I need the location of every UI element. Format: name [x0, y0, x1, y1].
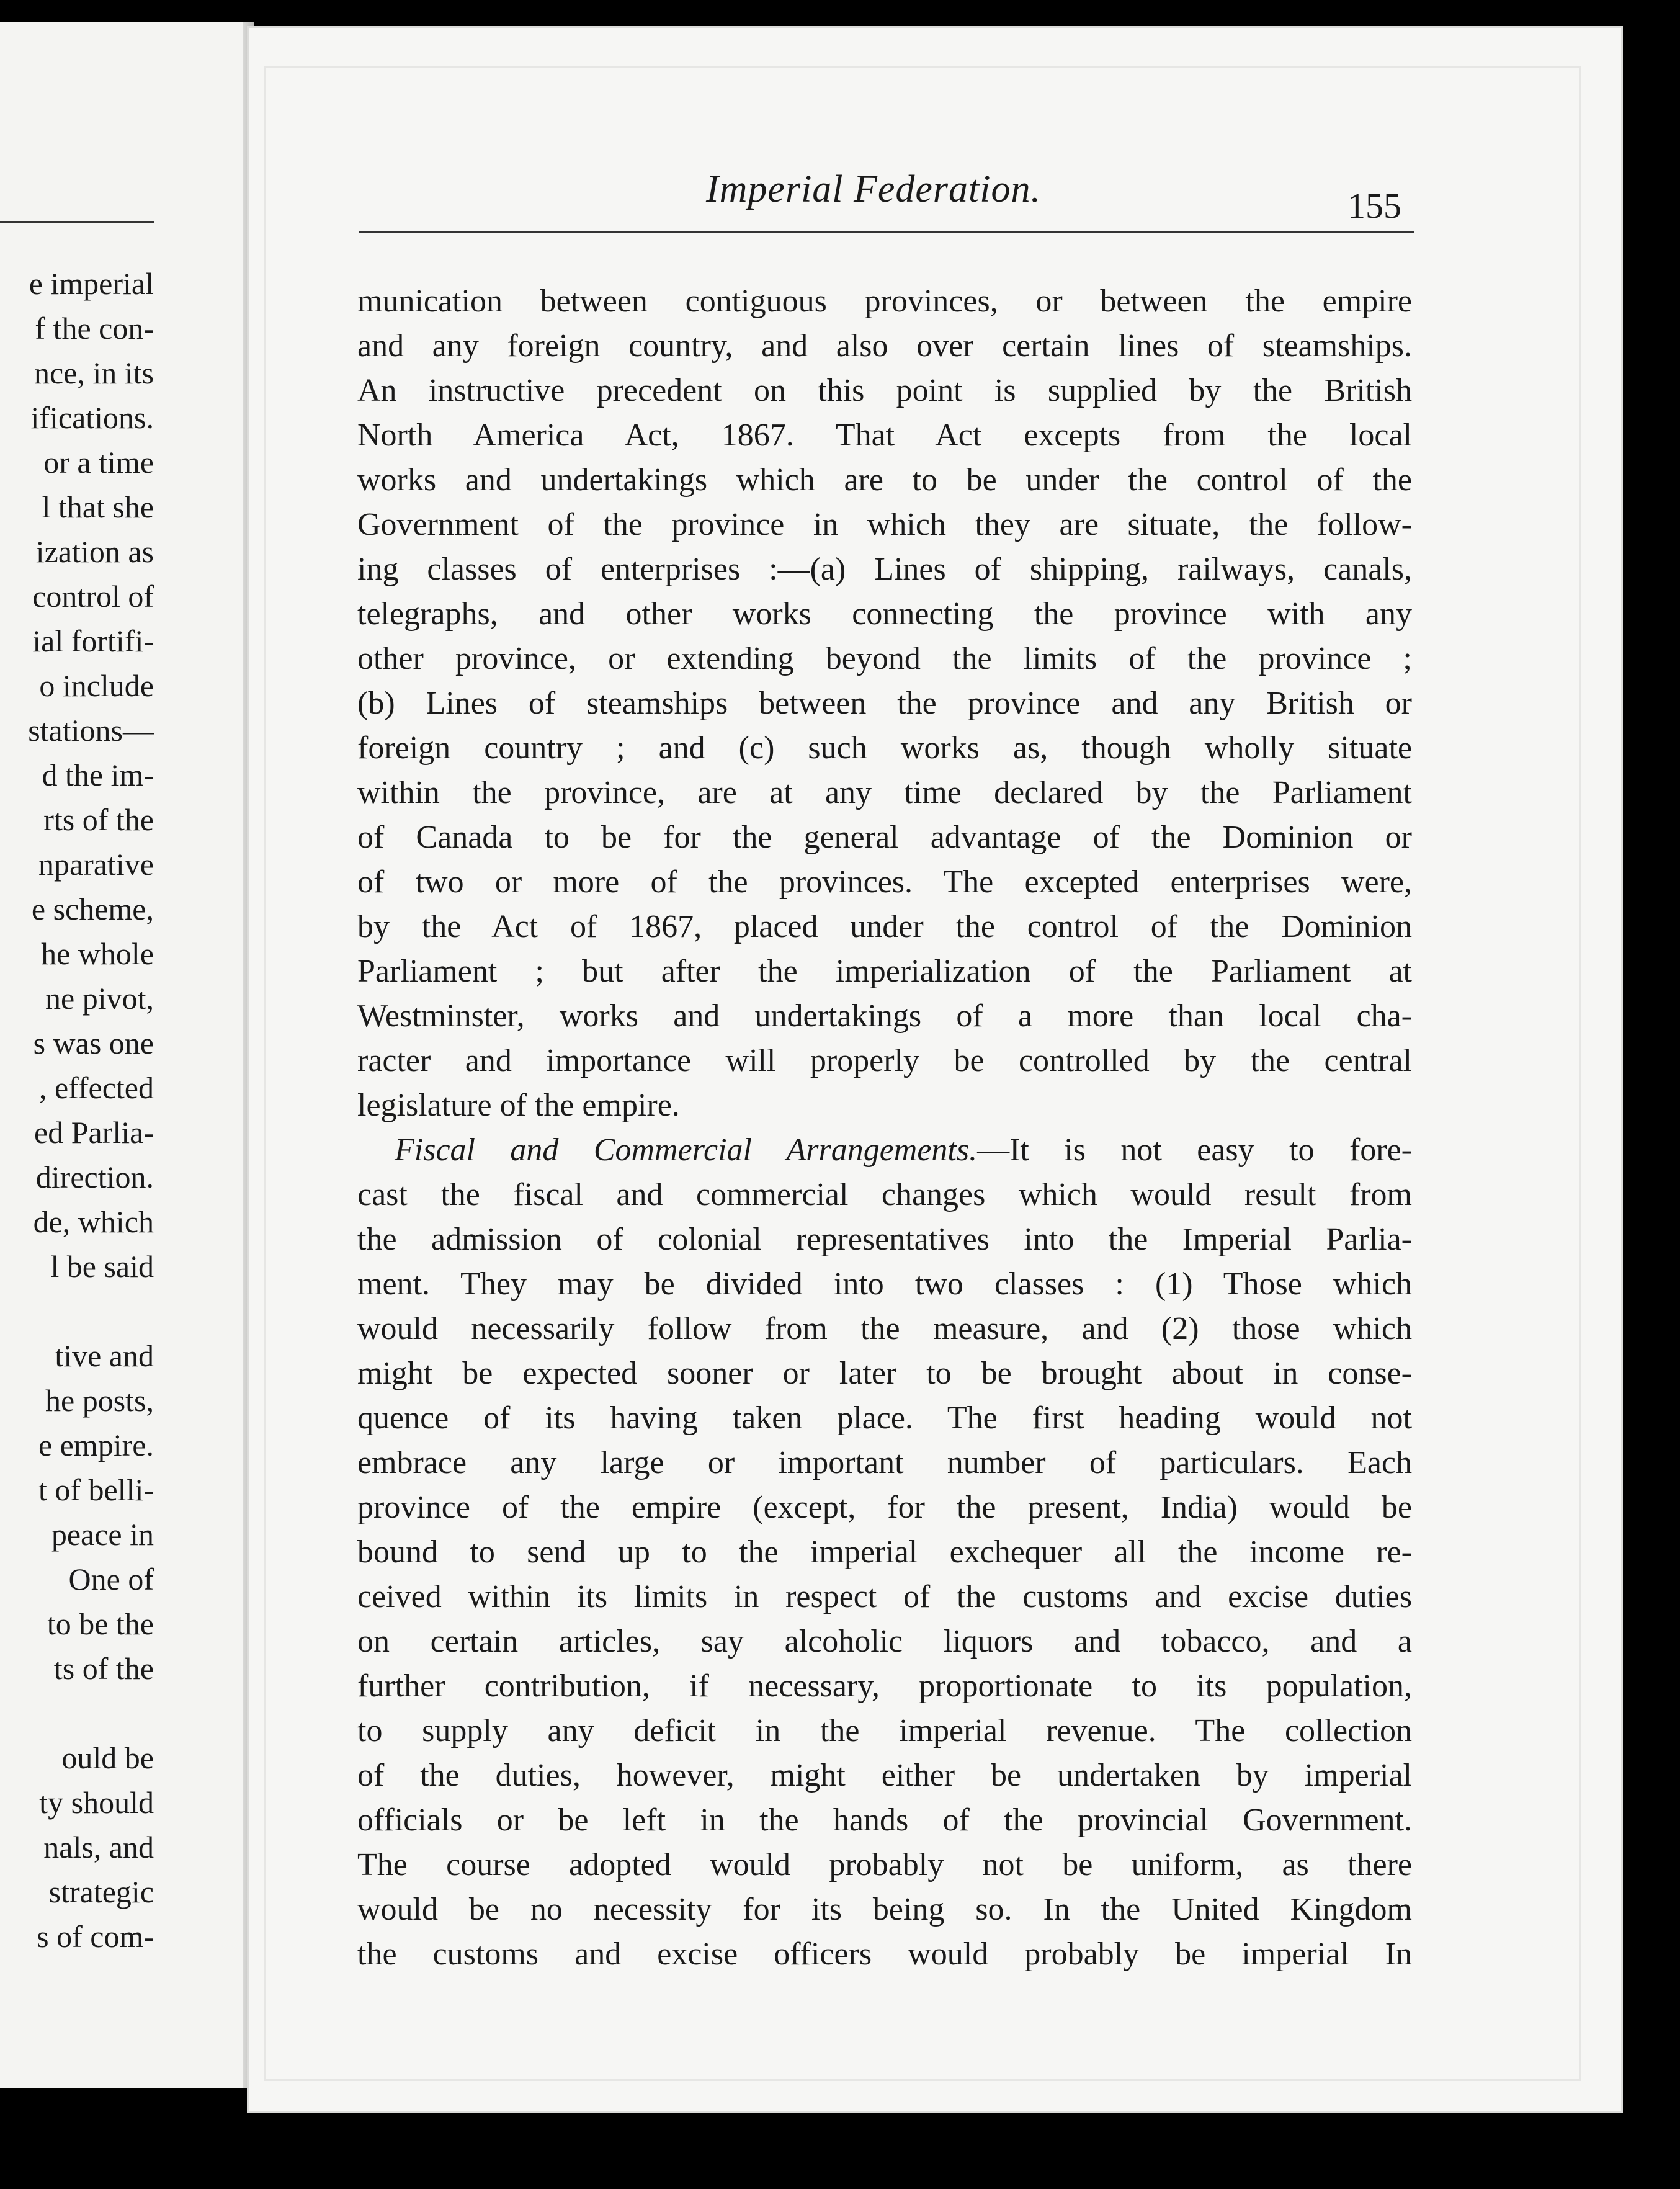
previous-page-line: ty should	[39, 1785, 154, 1820]
previous-page-line: l be said	[50, 1249, 154, 1284]
previous-page-line: he whole	[41, 936, 154, 971]
previous-page-line: peace in	[51, 1517, 154, 1552]
previous-page-line: de, which	[33, 1204, 154, 1239]
paragraph-2	[357, 1173, 1412, 1977]
previous-page-line	[0, 1289, 154, 1333]
text-line: The course adopted would probably not be uniform, as there	[357, 1847, 1412, 1882]
page-number: 155	[1347, 186, 1401, 226]
text-line: Westminster, works and undertakings of a more than local cha-	[357, 998, 1412, 1034]
text-line: and any foreign country, and also over certain lines of steamships.	[357, 328, 1412, 364]
paragraph-1	[357, 279, 1412, 1128]
header-rule	[359, 231, 1414, 233]
text-line: ing classes of enterprises :—(a) Lines of shipping, railways, canals,	[357, 552, 1412, 587]
text-line: An instructive precedent on this point is supplied by the British	[357, 373, 1412, 408]
text-line: ment. They may be divided into two classes : (1) Those which	[357, 1266, 1412, 1302]
text-line: the customs and excise officers would probably be imperial In	[357, 1936, 1412, 1972]
text-line: (b) Lines of steamships between the province and any British or	[357, 686, 1412, 721]
previous-page-line: ould be	[61, 1740, 154, 1775]
text-line: ceived within its limits in respect of the customs and excise duties	[357, 1579, 1412, 1614]
previous-page-line: One of	[68, 1562, 154, 1596]
previous-page-line: ed Parlia-	[34, 1115, 154, 1150]
previous-page-line: nce, in its	[34, 356, 154, 390]
section-heading: Fiscal and Commercial Arrangements.	[395, 1132, 978, 1168]
previous-page-line: e imperial	[29, 266, 154, 301]
previous-page-line: ne pivot,	[45, 981, 154, 1016]
section-heading-continuation: —It is not easy to fore-	[977, 1132, 1412, 1168]
text-line: North America Act, 1867. That Act excepts from the local	[357, 418, 1412, 453]
text-line: of the duties, however, might either be undertaken by imperial	[357, 1758, 1412, 1793]
previous-page-line: he posts,	[45, 1383, 154, 1418]
text-line: within the province, are at any time declared by the Parliament	[357, 775, 1412, 810]
text-line: further contribution, if necessary, proportionate to its population,	[357, 1668, 1412, 1704]
previous-page-line: tive and	[55, 1338, 154, 1373]
previous-page-line: d the im-	[42, 758, 154, 792]
previous-page-line: t of belli-	[38, 1472, 154, 1507]
previous-page-line: nparative	[38, 847, 154, 882]
previous-page-line: s was one	[33, 1026, 154, 1060]
text-line: would be no necessity for its being so. In the United Kingdom	[357, 1892, 1412, 1927]
text-line: other province, or extending beyond the limits of the province ;	[357, 641, 1412, 676]
previous-page-line: s of com-	[37, 1919, 154, 1954]
running-header-title: Imperial Federation.	[706, 168, 1042, 210]
text-line: munication between contiguous provinces, or between the empire	[357, 284, 1412, 319]
text-line: the admission of colonial representatives into the Imperial Parlia-	[357, 1222, 1412, 1257]
previous-page-text	[0, 261, 154, 1959]
previous-page-line: direction.	[35, 1160, 154, 1194]
text-line: legislature of the empire.	[357, 1088, 680, 1123]
text-line: officials or be left in the hands of the provincial Government.	[357, 1802, 1412, 1838]
previous-page-line: f the con-	[35, 311, 154, 346]
book-page	[247, 26, 1623, 2113]
text-line: embrace any large or important number of particulars. Each	[357, 1445, 1412, 1480]
previous-page-header-rule	[0, 221, 154, 223]
previous-page-line: stations—	[28, 713, 154, 748]
text-line: would necessarily follow from the measure, and (2) those which	[357, 1311, 1412, 1346]
body-text	[357, 279, 1412, 1977]
previous-page-line: l that she	[42, 490, 154, 524]
previous-page-line	[0, 1691, 154, 1735]
previous-page-line: ial fortifi-	[32, 624, 154, 658]
previous-page-line: control of	[32, 579, 154, 614]
text-line: works and undertakings which are to be under the control of the	[357, 462, 1412, 498]
text-line: province of the empire (except, for the present, India) would be	[357, 1490, 1412, 1525]
text-line: telegraphs, and other works connecting the province with any	[357, 596, 1412, 632]
previous-page-line: ifications.	[30, 400, 154, 435]
previous-page-line: o include	[39, 668, 154, 703]
previous-page-line: strategic	[48, 1874, 154, 1909]
previous-page-line: nals, and	[43, 1830, 154, 1864]
previous-page-line: ts of the	[53, 1651, 154, 1686]
text-line: on certain articles, say alcoholic liquors and tobacco, and a	[357, 1624, 1412, 1659]
text-line: foreign country ; and (c) such works as, though wholly situate	[357, 730, 1412, 766]
text-line: quence of its having taken place. The first heading would not	[357, 1400, 1412, 1436]
text-line: might be expected sooner or later to be brought about in conse-	[357, 1356, 1412, 1391]
text-line: racter and importance will properly be controlled by the central	[357, 1043, 1412, 1078]
previous-page-line: e scheme,	[31, 892, 154, 926]
text-line: of Canada to be for the general advantage of the Dominion or	[357, 820, 1412, 855]
text-line: by the Act of 1867, placed under the control of the Dominion	[357, 909, 1412, 944]
section-heading-line	[357, 1128, 1412, 1173]
text-line: to supply any deficit in the imperial revenue. The collection	[357, 1713, 1412, 1748]
text-line: Government of the province in which they are situate, the follow-	[357, 507, 1412, 542]
previous-page-line: to be the	[47, 1606, 154, 1641]
text-line: bound to send up to the imperial exchequer all the income re-	[357, 1534, 1412, 1570]
previous-page-line: , effected	[38, 1070, 154, 1105]
previous-page-line: ization as	[35, 534, 154, 569]
previous-page-line: or a time	[43, 445, 154, 480]
previous-page-fragment	[0, 22, 254, 2088]
text-line: Parliament ; but after the imperialization of the Parliament at	[357, 954, 1412, 989]
text-line: of two or more of the provinces. The excepted enterprises were,	[357, 864, 1412, 900]
text-line: cast the fiscal and commercial changes which would result from	[357, 1177, 1412, 1212]
previous-page-line: e empire.	[38, 1428, 154, 1462]
previous-page-line: rts of the	[43, 802, 154, 837]
